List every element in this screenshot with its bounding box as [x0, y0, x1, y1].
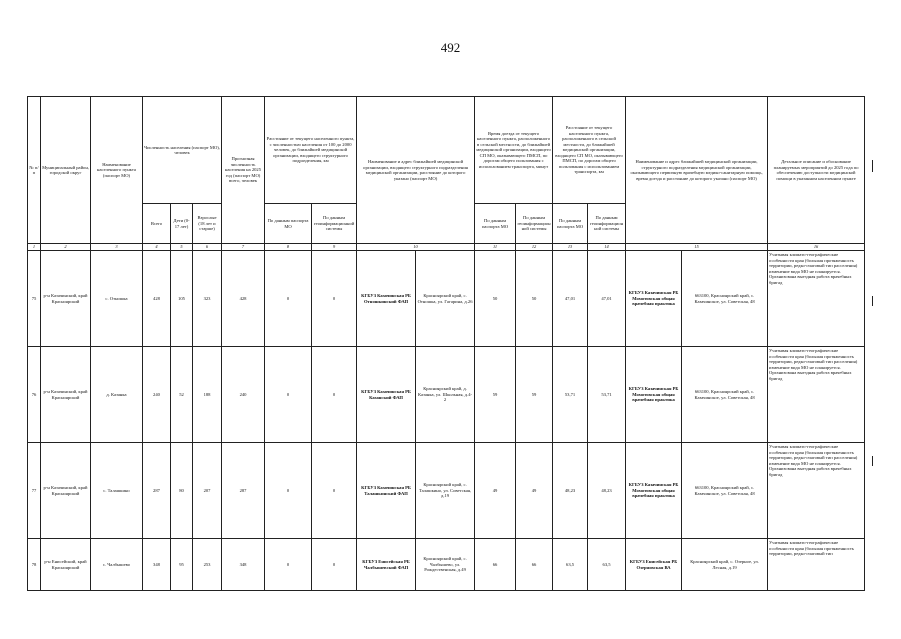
row-description: Учитывая климато-географические особенности края (большая протяженность территории, редко-очаговый тип расселения) изменение вида МО не планируется. Организована выездная работа врачебных бригад: [768, 443, 865, 539]
row-district: р-н Енисейский, край Красноярский: [41, 539, 91, 591]
row-time-mo: 59: [475, 347, 516, 443]
header-dpmsp-geo: По данным геоинформационной системы: [588, 204, 626, 244]
row-dist-geo: 0: [312, 443, 357, 539]
column-number: 14: [588, 244, 626, 251]
row-time-geo: 49: [516, 443, 553, 539]
row-dist-geo: 0: [312, 539, 357, 591]
row-description: Учитывая климато-географические особенности края (большая протяженность территории, редко-очаговый тип: [768, 539, 865, 591]
row-pop-total: 428: [143, 251, 171, 347]
header-pop-children: Дети (0-17 лет): [171, 204, 193, 244]
row-dpmsp-geo: 47,01: [588, 251, 626, 347]
row-dpmsp-geo: 48,23: [588, 443, 626, 539]
row-pmsp-address: 663100, Красноярский край, с. Казачинское, ул. Советская, 48: [682, 251, 768, 347]
header-dist-mo: По данным паспорта МО: [265, 204, 312, 244]
row-time-geo: 50: [516, 251, 553, 347]
row-dpmsp-mo: 47,01: [553, 251, 588, 347]
row-district: р-н Казачинский, край Красноярский: [41, 347, 91, 443]
header-distance: Расстояние от текущего населенного пункта, с численностью населения от 100 до 2000 человек, до ближайшей медицинской организации, входящего структурного подразделения, км: [265, 97, 357, 204]
row-pmsp-name: КГБУЗ Казачинская РБ Момотовская общая врачебная практика: [626, 251, 682, 347]
column-number: 3: [91, 244, 143, 251]
row-pmsp-name: КГБУЗ Енисейская РБ Озерновская ВА: [626, 539, 682, 591]
row-district: р-н Казачинский, край Красноярский: [41, 443, 91, 539]
row-dpmsp-geo: 53,71: [588, 347, 626, 443]
header-num: № п/п: [28, 97, 41, 244]
column-number: 9: [312, 244, 357, 251]
header-row-top: [28, 97, 865, 204]
column-number: 11: [475, 244, 516, 251]
table-row: [28, 347, 865, 443]
row-pmsp-name: КГБУЗ Казачинская РБ Момотовская общая врачебная практика: [626, 443, 682, 539]
row-settlement: д. Казанка: [91, 347, 143, 443]
column-number: 8: [265, 244, 312, 251]
row-dpmsp-mo: 48,23: [553, 443, 588, 539]
row-number: 76: [28, 347, 41, 443]
row-number: 77: [28, 443, 41, 539]
header-time-geo: По данным геоинформационной системы: [516, 204, 553, 244]
row-settlement: с. Отношка: [91, 251, 143, 347]
healthcare-access-table: [27, 96, 865, 591]
column-number: 6: [193, 244, 222, 251]
column-number: 12: [516, 244, 553, 251]
row-dpmsp-mo: 53,71: [553, 347, 588, 443]
row-pop-adults: 253: [193, 539, 222, 591]
row-pop-adults: 188: [193, 347, 222, 443]
row-settlement: с. Чалбышево: [91, 539, 143, 591]
header-pop-total: Всего: [143, 204, 171, 244]
header-district: Муниципальный район, городской округ: [41, 97, 91, 244]
row-org-address: Красноярский край, с. Талашкино, ул. Советская, д.19: [416, 443, 475, 539]
column-number: 7: [222, 244, 265, 251]
row-dpmsp-geo: 63,5: [588, 539, 626, 591]
margin-mark: [872, 296, 873, 306]
row-forecast: 287: [222, 443, 265, 539]
row-forecast: 428: [222, 251, 265, 347]
header-dist-geo: По данным геоинформационной системы: [312, 204, 357, 244]
column-number: 5: [171, 244, 193, 251]
row-dist-geo: 0: [312, 251, 357, 347]
header-travel-time: Время доезда от текущего населенного пункта, расположенного в сельской местности, до ближайшей медицинской организации, входящего СП МО, оказывающего ПМСП, по дорогам общего пользования с использованием транспорта, минут: [475, 97, 553, 204]
row-dist-mo: 0: [265, 443, 312, 539]
column-number: 10: [357, 244, 475, 251]
row-org-address: Красноярский край, с. Чалбышево, ул. Рождественская, д.49: [416, 539, 475, 591]
row-number: 75: [28, 251, 41, 347]
column-number: 13: [553, 244, 588, 251]
row-dpmsp-mo: 63,5: [553, 539, 588, 591]
table-row: [28, 443, 865, 539]
row-pop-adults: 207: [193, 443, 222, 539]
row-time-mo: 50: [475, 251, 516, 347]
row-dist-mo: 0: [265, 251, 312, 347]
row-org-name: КГБУЗ Казачинская РБ Казанский ФАП: [357, 347, 416, 443]
row-org-address: Красноярский край, д. Казанка, ул. Школьная, д.4-2: [416, 347, 475, 443]
row-pop-children: 52: [171, 347, 193, 443]
margin-mark: [872, 456, 873, 466]
row-time-geo: 59: [516, 347, 553, 443]
row-pmsp-name: КГБУЗ Казачинская РБ Момотовская общая врачебная практика: [626, 347, 682, 443]
header-time-mo: По данным паспорта МО: [475, 204, 516, 244]
column-number-row: [28, 244, 865, 251]
header-dpmsp-mo: По данным паспорта МО: [553, 204, 588, 244]
column-number: 4: [143, 244, 171, 251]
row-pop-children: 80: [171, 443, 193, 539]
row-pop-total: 348: [143, 539, 171, 591]
header-population: Численность населения (паспорт МО), человек: [143, 97, 222, 204]
header-pop-adults: Взрослые (18 лет и старше): [193, 204, 222, 244]
row-time-geo: 66: [516, 539, 553, 591]
row-pop-children: 95: [171, 539, 193, 591]
row-pop-total: 287: [143, 443, 171, 539]
column-number: 1: [28, 244, 41, 251]
row-district: р-н Казачинский, край Красноярский: [41, 251, 91, 347]
row-forecast: 348: [222, 539, 265, 591]
row-org-name: КГБУЗ Казачинская РБ Талашкинский ФАП: [357, 443, 416, 539]
column-number: 2: [41, 244, 91, 251]
row-dist-mo: 0: [265, 347, 312, 443]
row-dist-mo: 0: [265, 539, 312, 591]
row-org-address: Красноярский край, с. Отношка, ул. Гагарина, д.26: [416, 251, 475, 347]
header-pmsp-org: Наименование и адрес ближайшей медицинской организации, структурного подразделения медицинской организации, оказывающего первичную врачебную медико-санитарную помощь, время доезда и расстояние до которого указано (паспорт МО): [626, 97, 768, 244]
row-pmsp-address: 663100, Красноярский край, с. Казачинское, ул. Советская, 48: [682, 443, 768, 539]
row-org-name: КГБУЗ Енисейская РБ Чалбышевский ФАП: [357, 539, 416, 591]
header-distance-pmsp: Расстояние от текущего населенного пункта, расположенного в сельской местности, до ближайшей медицинской организации, входящего СП МО, оказывающего ПМСП, по дорогам общего пользования с использованием транспорта, км: [553, 97, 626, 204]
row-description: Учитывая климато-географические особенности края (большая протяженность территории, редко-очаговый тип расселения) изменение вида МО не планируется. Организована выездная работа врачебных бригад: [768, 347, 865, 443]
row-number: 78: [28, 539, 41, 591]
row-pop-total: 240: [143, 347, 171, 443]
margin-mark: [872, 160, 873, 172]
table-row: [28, 251, 865, 347]
row-forecast: 240: [222, 347, 265, 443]
row-description: Учитывая климато-географические особенности края (большая протяженность территории, редко-очаговый тип расселения) изменение вида МО не планируется. Организована выездная работа врачебных бригад: [768, 251, 865, 347]
header-settlement: Наименование населенного пункта (паспорт МО): [91, 97, 143, 244]
row-pmsp-address: Красноярский край, с. Озерное, ул. Лесная, д.19: [682, 539, 768, 591]
column-number: 16: [768, 244, 865, 251]
header-forecast: Прогнозная численность населения на 2025 год (паспорт МО) всего, человек: [222, 97, 265, 244]
row-pmsp-address: 663100, Красноярский край, с. Казачинское, ул. Советская, 48: [682, 347, 768, 443]
row-pop-adults: 323: [193, 251, 222, 347]
header-description: Детальное описание и обоснование планируемых мероприятий до 2025 года по обеспечению доступности медицинской помощи в указанном населенном пункте: [768, 97, 865, 244]
table-row: [28, 539, 865, 591]
row-time-mo: 49: [475, 443, 516, 539]
row-org-name: КГБУЗ Казачинская РБ Отношкинский ФАП: [357, 251, 416, 347]
row-dist-geo: 0: [312, 347, 357, 443]
row-pop-children: 105: [171, 251, 193, 347]
row-settlement: с. Талашкино: [91, 443, 143, 539]
page-number: 492: [440, 40, 461, 55]
column-number: 15: [626, 244, 768, 251]
row-time-mo: 66: [475, 539, 516, 591]
header-nearest-org: Наименование и адрес ближайшей медицинской организации, входящего структурного подразделения медицинской организации, расстояние до которого указано (паспорт МО): [357, 97, 475, 244]
